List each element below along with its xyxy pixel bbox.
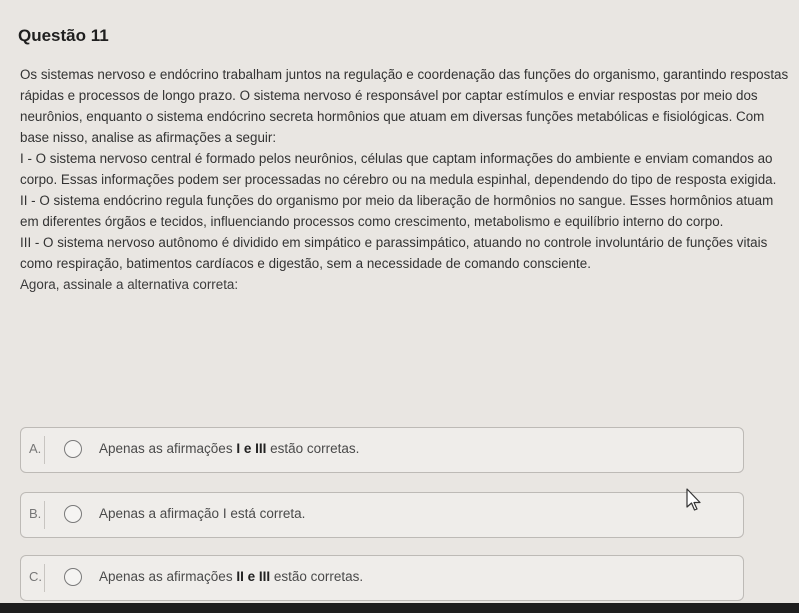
option-b[interactable] bbox=[20, 492, 744, 538]
question-body bbox=[20, 64, 790, 295]
statement-i: I - O sistema nervoso central é formado pelos neurônios, células que captam informações do ambiente e enviam comandos ao corpo. Essas informações podem ser processadas no cérebro ou na medula espinhal, dependendo do tipo de resposta exigida. bbox=[20, 151, 777, 187]
option-c[interactable] bbox=[20, 555, 744, 601]
option-a[interactable] bbox=[20, 427, 744, 473]
option-label: Apenas as afirmações II e III estão corretas. bbox=[99, 569, 364, 584]
question-prompt: Agora, assinale a alternativa correta: bbox=[20, 277, 239, 292]
option-letter: C. bbox=[29, 569, 42, 584]
option-letter: B. bbox=[29, 506, 42, 521]
option-divider bbox=[44, 436, 45, 464]
option-label: Apenas as afirmações I e III estão corretas. bbox=[99, 441, 360, 456]
bottom-edge bbox=[0, 603, 799, 613]
radio-button-c[interactable] bbox=[64, 568, 82, 586]
option-divider bbox=[44, 564, 45, 592]
question-intro: Os sistemas nervoso e endócrino trabalham juntos na regulação e coordenação das funções do organismo, garantindo respostas rápidas e processos de longo prazo. O sistema nervoso é responsável por captar estímulos e enviar respostas por meio dos neurônios, enquanto o sistema endócrino secreta hormônios que atuam em diversas funções metabólicas e fisiológicas. Com base nisso, analise as afirmações a seguir: bbox=[20, 67, 789, 145]
radio-button-a[interactable] bbox=[64, 440, 82, 458]
question-title: Questão 11 bbox=[18, 26, 109, 45]
option-label: Apenas a afirmação I está correta. bbox=[99, 506, 306, 521]
option-letter: A. bbox=[29, 441, 42, 456]
statement-ii: II - O sistema endócrino regula funções do organismo por meio da liberação de hormônios no sangue. Esses hormônios atuam em diferentes órgãos e tecidos, influenciando processos como crescimento, metabolismo e equilíbrio interno do corpo. bbox=[20, 193, 774, 229]
option-divider bbox=[44, 501, 45, 529]
radio-button-b[interactable] bbox=[64, 505, 82, 523]
statement-iii: III - O sistema nervoso autônomo é dividido em simpático e parassimpático, atuando no controle involuntário de funções vitais como respiração, batimentos cardíacos e digestão, sem a necessidade de comando consciente. bbox=[20, 235, 768, 271]
mouse-cursor-icon bbox=[686, 488, 704, 512]
